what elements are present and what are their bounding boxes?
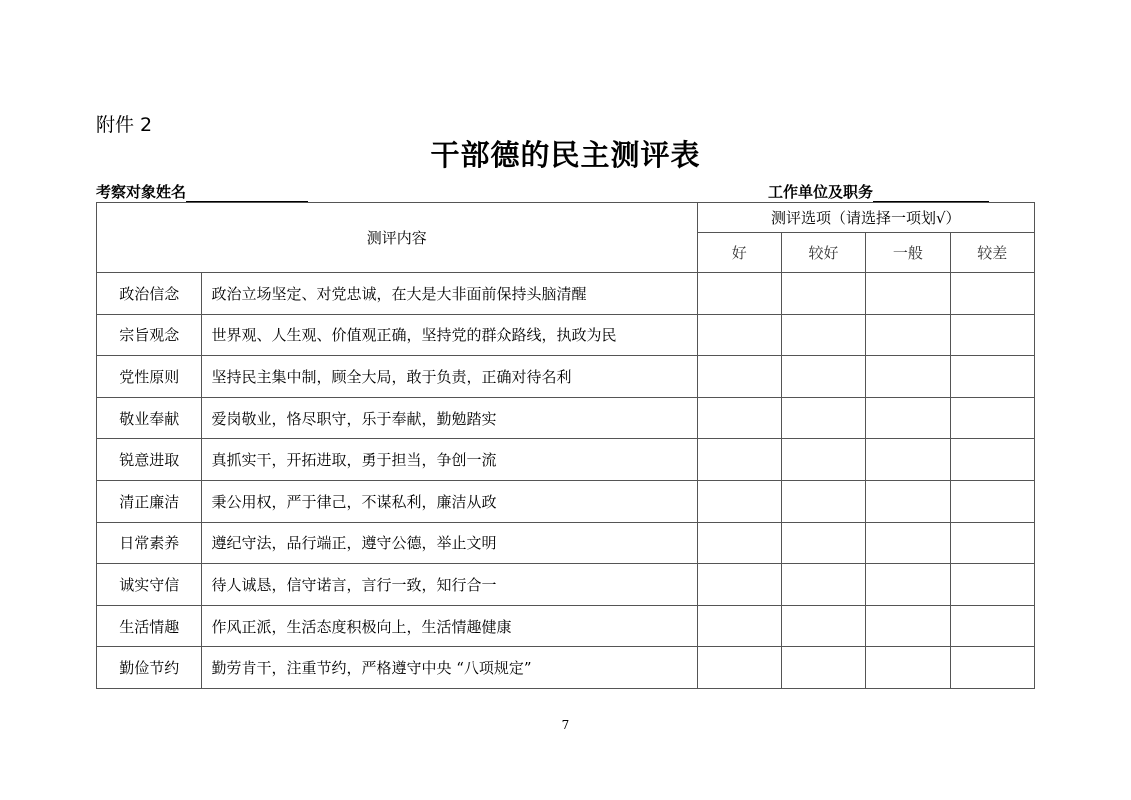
rating-cell-good[interactable] [697,356,781,398]
rating-cell-average[interactable] [866,273,950,315]
table-row [97,564,1035,606]
rating-cell-average[interactable] [866,522,950,564]
table-row [97,605,1035,647]
form-title: 干部德的民主测评表 [430,138,701,172]
subject-name-field [96,181,308,202]
row-description: 真抓实干，开拓进取，勇于担当，争创一流 [202,439,697,481]
option-good: 好 [697,233,781,273]
rating-cell-average[interactable] [866,564,950,606]
rating-cell-fairly-good[interactable] [781,314,865,356]
row-description: 坚持民主集中制，顾全大局，敢于负责，正确对待名利 [202,356,697,398]
rating-cell-poor[interactable] [950,397,1034,439]
evaluation-table [96,202,1035,689]
rating-cell-good[interactable] [697,273,781,315]
table-row [97,522,1035,564]
row-description: 秉公用权，严于律己，不谋私利，廉洁从政 [202,480,697,522]
rating-cell-fairly-good[interactable] [781,647,865,689]
table-row [97,273,1035,315]
rating-cell-poor[interactable] [950,605,1034,647]
rating-cell-average[interactable] [866,314,950,356]
subject-name-blank [186,185,308,202]
rating-cell-fairly-good[interactable] [781,480,865,522]
rating-cell-fairly-good[interactable] [781,397,865,439]
rating-cell-average[interactable] [866,356,950,398]
rating-cell-fairly-good[interactable] [781,522,865,564]
rating-cell-poor[interactable] [950,314,1034,356]
rating-cell-poor[interactable] [950,273,1034,315]
rating-cell-average[interactable] [866,647,950,689]
row-category: 敬业奉献 [97,397,202,439]
page-number: 7 [561,718,570,732]
rating-cell-poor[interactable] [950,439,1034,481]
rating-cell-good[interactable] [697,314,781,356]
rating-cell-fairly-good[interactable] [781,605,865,647]
option-average: 一般 [866,233,950,273]
attachment-label: 附件 2 [96,114,153,136]
row-category: 勤俭节约 [97,647,202,689]
rating-cell-good[interactable] [697,480,781,522]
row-description: 政治立场坚定、对党忠诚，在大是大非面前保持头脑清醒 [202,273,697,315]
rating-cell-poor[interactable] [950,356,1034,398]
work-unit-label: 工作单位及职务 [768,183,874,201]
rating-cell-poor[interactable] [950,564,1034,606]
row-description: 世界观、人生观、价值观正确，坚持党的群众路线，执政为民 [202,314,697,356]
rating-cell-average[interactable] [866,439,950,481]
row-category: 宗旨观念 [97,314,202,356]
rating-cell-good[interactable] [697,564,781,606]
table-row [97,647,1035,689]
row-description: 遵纪守法，品行端正，遵守公德，举止文明 [202,522,697,564]
row-description: 待人诚恳，信守诺言，言行一致，知行合一 [202,564,697,606]
table-row [97,356,1035,398]
rating-cell-fairly-good[interactable] [781,356,865,398]
rating-cell-good[interactable] [697,522,781,564]
row-description: 爱岗敬业，恪尽职守，乐于奉献，勤勉踏实 [202,397,697,439]
row-category: 生活情趣 [97,605,202,647]
work-unit-blank [873,185,989,202]
row-category: 锐意进取 [97,439,202,481]
rating-cell-average[interactable] [866,605,950,647]
row-category: 日常素养 [97,522,202,564]
rating-cell-fairly-good[interactable] [781,439,865,481]
rating-cell-good[interactable] [697,439,781,481]
row-category: 诚实守信 [97,564,202,606]
rating-cell-poor[interactable] [950,647,1034,689]
table-row [97,397,1035,439]
rating-cell-poor[interactable] [950,522,1034,564]
rating-cell-average[interactable] [866,480,950,522]
rating-cell-good[interactable] [697,605,781,647]
rating-cell-fairly-good[interactable] [781,273,865,315]
row-category: 党性原则 [97,356,202,398]
option-fairly-good: 较好 [781,233,865,273]
row-description: 勤劳肯干，注重节约，严格遵守中央 “八项规定” [202,647,697,689]
header-row [97,203,1035,233]
row-description: 作风正派，生活态度积极向上，生活情趣健康 [202,605,697,647]
options-header: 测评选项（请选择一项划√） [697,203,1034,233]
rating-cell-good[interactable] [697,397,781,439]
content-header: 测评内容 [97,203,698,273]
rating-cell-fairly-good[interactable] [781,564,865,606]
row-category: 清正廉洁 [97,480,202,522]
option-poor: 较差 [950,233,1034,273]
row-category: 政治信念 [97,273,202,315]
table-row [97,480,1035,522]
rating-cell-average[interactable] [866,397,950,439]
subject-name-label: 考察对象姓名 [96,183,187,201]
rating-cell-poor[interactable] [950,480,1034,522]
table-row [97,314,1035,356]
table-row [97,439,1035,481]
work-unit-field [768,181,989,202]
rating-cell-good[interactable] [697,647,781,689]
